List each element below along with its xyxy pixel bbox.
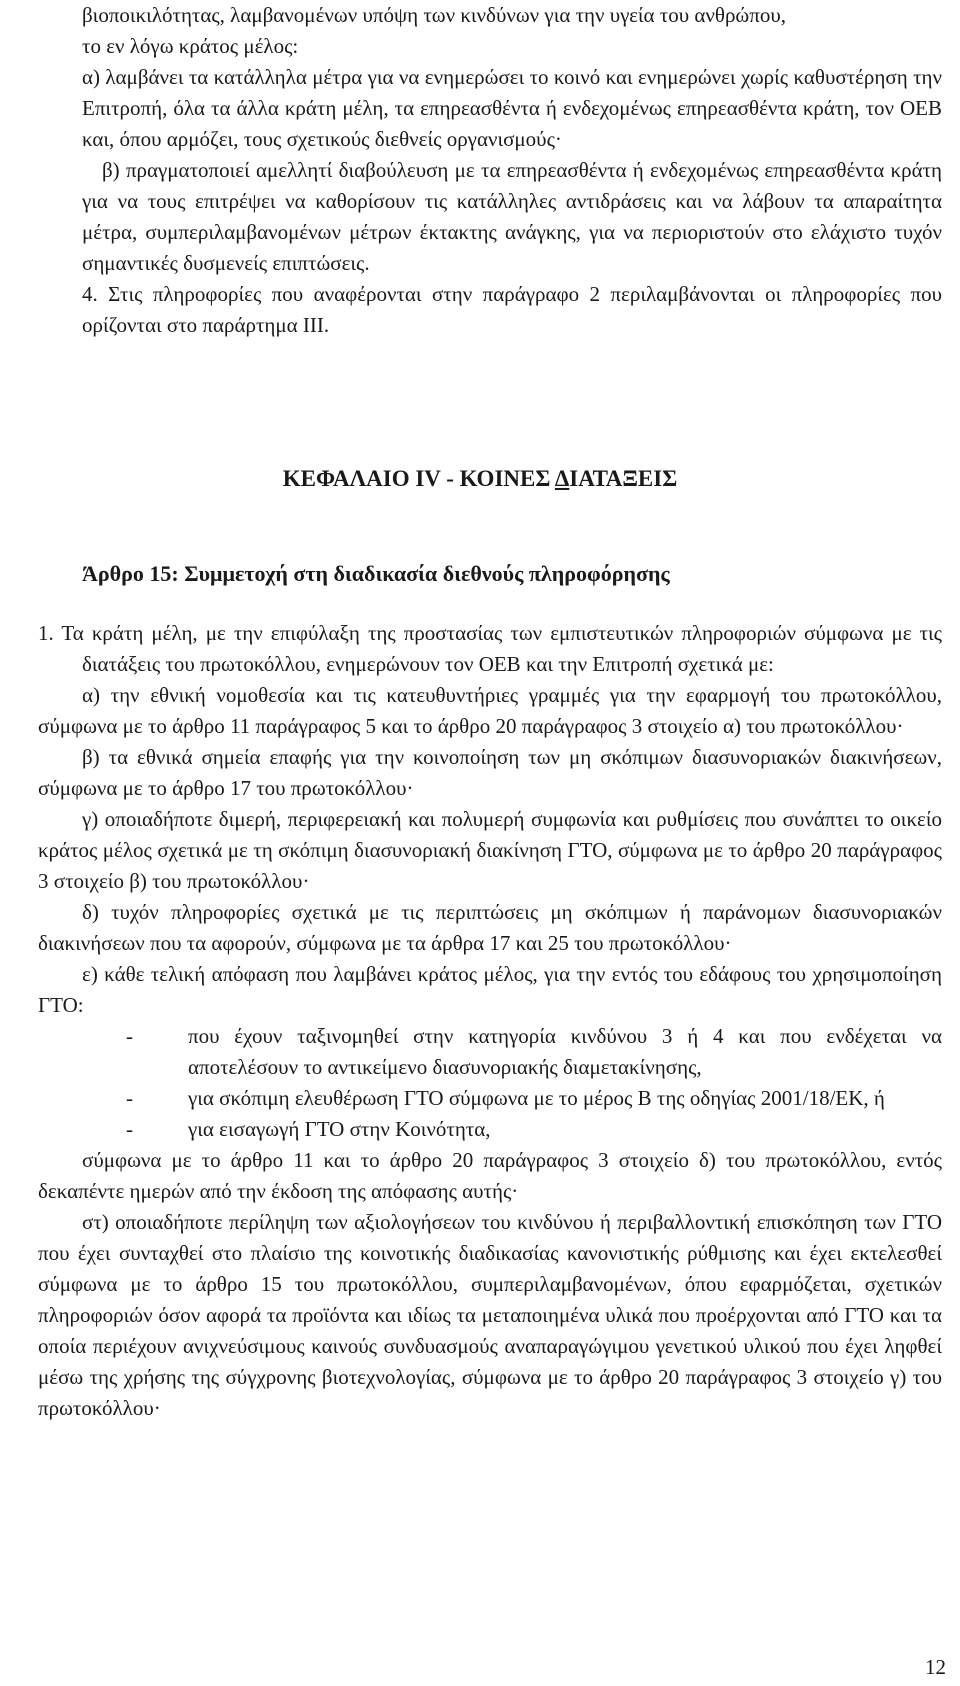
paragraph-4: 4. Στις πληροφορίες που αναφέρονται στην παράγραφο 2 περιλαμβάνονται οι πληροφορίες που ορίζονται στο παράρτημα ΙΙΙ. [82, 282, 942, 337]
chapter-title-prefix: ΚΕΦΑΛΑΙΟ IV - ΚΟΙΝΕΣ [282, 466, 555, 491]
item-c: γ) οποιαδήποτε διμερή, περιφερειακή και πολυμερή συμφωνία και ρυθμίσεις που συνάπτει το οικείο κράτος μέλος σχετικά με τη σκόπιμη διασυνοριακή διακίνηση ΓΤΟ, σύμφωνα με το άρθρο 20 παράγραφος 3 στοιχείο β) του πρωτοκόλλου· [38, 807, 942, 893]
chapter-title-suffix: ΙΑΤΑΞΕΙΣ [569, 466, 678, 491]
page-number: 12 [925, 1655, 946, 1679]
article-body [38, 618, 942, 1424]
item-e: ε) κάθε τελική απόφαση που λαμβάνει κράτος μέλος, για την εντός του εδάφους του χρησιμοποίηση ΓΤΟ: [38, 962, 942, 1017]
item-b: β) τα εθνικά σημεία επαφής για την κοινοποίηση των μη σκόπιμων διασυνοριακών διακινήσεων, σύμφωνα με το άρθρο 17 του πρωτοκόλλου· [38, 745, 942, 800]
item-a: α) την εθνική νομοθεσία και τις κατευθυντήριες γραμμές για την εφαρμογή του πρωτοκόλλου, σύμφωνα με το άρθρο 11 παράγραφος 5 και το άρθρο 20 παράγραφος 3 στοιχείο α) του πρωτοκόλλου· [38, 683, 942, 738]
dash-marker: - [126, 1117, 133, 1141]
article-title: Άρθρο 15: Συμμετοχή στη διαδικασία διεθνούς πληροφόρησης [82, 561, 670, 586]
item-e-tail: σύμφωνα με το άρθρο 11 και το άρθρο 20 παράγραφος 3 στοιχείο δ) του πρωτοκόλλου, εντός δεκαπέντε ημερών από την έκδοση της απόφασης αυτής· [38, 1148, 942, 1203]
paragraph-1: 1. Τα κράτη μέλη, με την επιφύλαξη της προστασίας των εμπιστευτικών πληροφοριών σύμφωνα με τις διατάξεις του πρωτοκόλλου, ενημερώνουν τον ΟΕΒ και την Επιτροπή σχετικά με: [38, 621, 942, 676]
dash-item-text: για σκόπιμη ελευθέρωση ΓΤΟ σύμφωνα με το μέρος Β της οδηγίας 2001/18/ΕΚ, ή [188, 1086, 885, 1110]
dash-marker: - [126, 1086, 133, 1110]
item-b-consult: β) πραγματοποιεί αμελλητί διαβούλευση με τα επηρεασθέντα ή ενδεχομένως επηρεασθέντα κράτη για να τους επιτρέψει να καθορίσουν τις κατάλληλες αντιδράσεις και να λάβουν τα απαραίτητα μέτρα, συμπεριλαμβανομένων μέτρων έκτακτης ανάγκης, για να περιοριστούν στο ελάχιστο τυχόν σημαντικές δυσμενείς επιπτώσεις. [82, 158, 942, 275]
dash-item-3 [38, 1114, 942, 1145]
dash-marker: - [126, 1024, 133, 1048]
chapter-title-underlined: Δ [554, 466, 570, 491]
previous-article-continuation [82, 0, 942, 341]
intro-line-2: το εν λόγω κράτος μέλος: [82, 34, 299, 58]
dash-item-1 [38, 1021, 942, 1083]
dash-item-text: για εισαγωγή ΓΤΟ στην Κοινότητα, [188, 1117, 491, 1141]
item-f: στ) οποιαδήποτε περίληψη των αξιολογήσεων του κινδύνου ή περιβαλλοντική επισκόπηση των ΓΤΟ που έχει συνταχθεί στο πλαίσιο της κοινοτικής διαδικασίας κανονιστικής ρύθμισης και έχει εκτελεσθεί σύμφωνα με το άρθρο 15 του πρωτοκόλλου, συμπεριλαμβανομένων, όπου εφαρμόζεται, σχετικών πληροφοριών όσον αφορά τα προϊόντα και ιδίως τα μεταποιημένα υλικά που προέρχονται από ΓΤΟ και τα οποία περιέχουν ανιχνεύσιμους καινούς συνδυασμούς αναπαραγώγιμου γενετικού υλικού που έχει ληφθεί μέσω της χρήσης της σύγχρονης βιοτεχνολογίας, σύμφωνα με το άρθρο 20 παράγραφος 3 στοιχείο γ) του πρωτοκόλλου· [38, 1210, 942, 1420]
item-a-notify: α) λαμβάνει τα κατάλληλα μέτρα για να ενημερώσει το κοινό και ενημερώνει χωρίς καθυστέρηση την Επιτροπή, όλα τα άλλα κράτη μέλη, τα επηρεασθέντα ή ενδεχομένως επηρεασθέντα κράτη, τον ΟΕΒ και, όπου αρμόζει, τους σχετικούς διεθνείς οργανισμούς· [82, 65, 942, 151]
paragraph-intro [82, 0, 942, 62]
dash-item-text: που έχουν ταξινομηθεί στην κατηγορία κινδύνου 3 ή 4 και που ενδέχεται να αποτελέσουν το αντικείμενο διασυνοριακής διαμετακίνησης, [188, 1024, 942, 1079]
chapter-title [0, 463, 960, 494]
intro-line-1: βιοποικιλότητας, λαμβανομένων υπόψη των κινδύνων για την υγεία του ανθρώπου, [82, 3, 786, 27]
dash-item-2 [38, 1083, 942, 1114]
item-d: δ) τυχόν πληροφορίες σχετικά με τις περιπτώσεις μη σκόπιμων ή παράνομων διασυνοριακών διακινήσεων που τα αφορούν, σύμφωνα με τα άρθρα 17 και 25 του πρωτοκόλλου· [38, 900, 942, 955]
